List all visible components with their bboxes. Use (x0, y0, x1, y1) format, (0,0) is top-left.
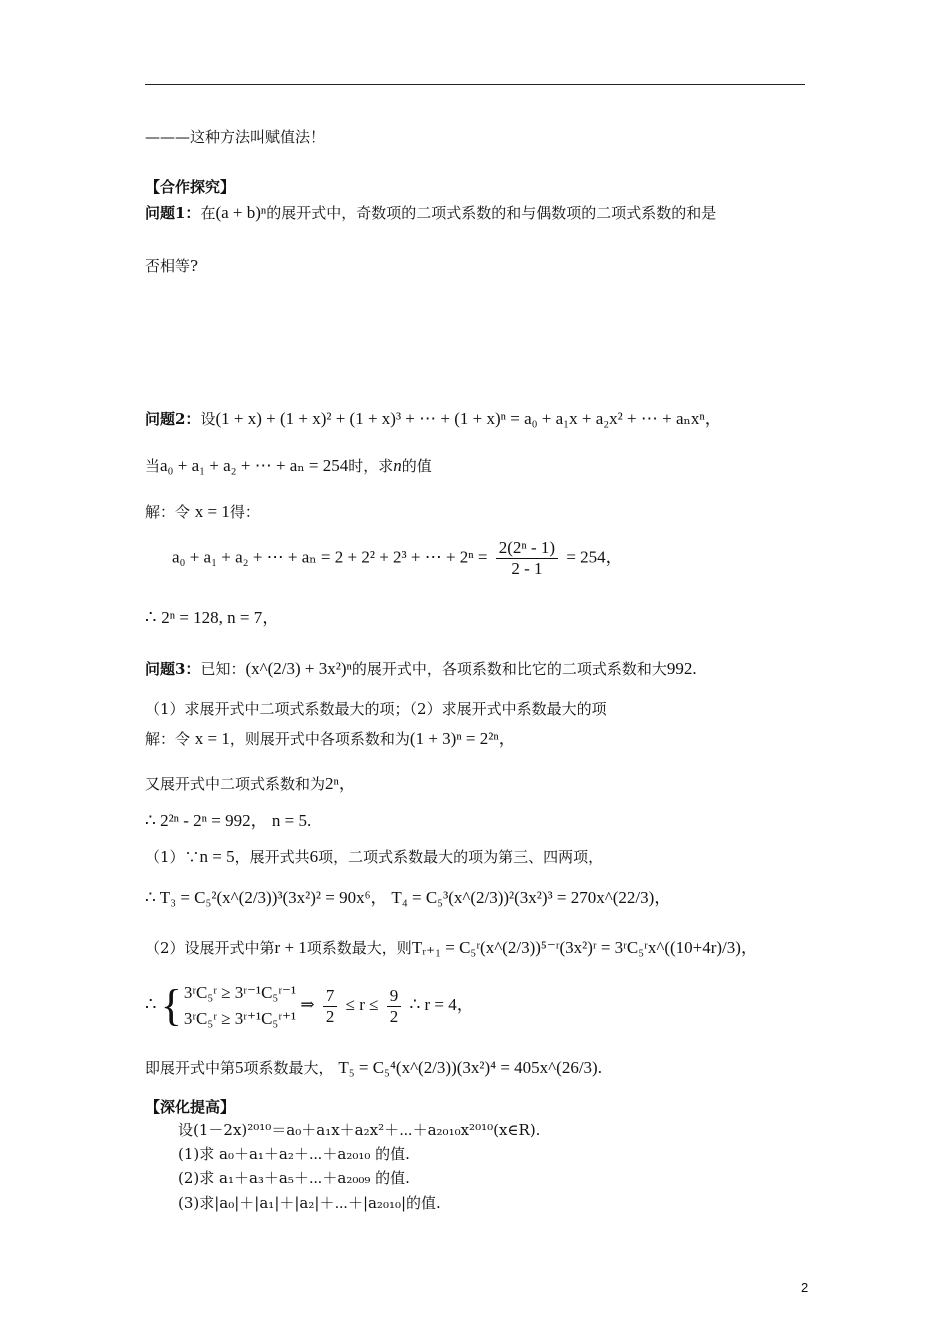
q2-math: (1 + x) + (1 + x)² + (1 + x)³ + ⋯ + (1 + x)ⁿ = a₀ + a₁x + a₂x² + ⋯ + aₙxⁿ， (215, 409, 722, 428)
q2-fraction: $\frac{\text{2(2ⁿ - 1)}}{2 - 1}$ (496, 538, 558, 579)
q3-label: 问题3： (145, 660, 201, 678)
q3-line1: 问题3：已知：(x^(2/3) + 3x²)ⁿ的展开式中，各项系数和比它的二项式系数和大992. (145, 659, 697, 678)
q3-part1: （1）∵n = 5，展开式共6项，二项式系数最大的项为第三、四两项， (145, 847, 604, 866)
q1-line2: 否相等? (145, 257, 199, 275)
header-rule (145, 84, 805, 85)
q3-t3-t4: ∴ T₃ = C₅²(x^(2/3))³(3x²)² = 90x⁶， T₄ = C₅³(x^(2/3))²(3x²)³ = 270x^(22/3)， (145, 888, 672, 907)
q1-line1: 问题1：在(a + b)ⁿ的展开式中，奇数项的二项式系数的和与偶数项的二项式系数的和是 (145, 203, 717, 222)
section-deep-heading: 【深化提高】 (145, 1098, 236, 1116)
q1-label: 问题1： (145, 204, 201, 222)
q2-result: ∴ 2ⁿ = 128, n = 7， (145, 607, 280, 628)
q2-label: 问题2： (145, 410, 201, 428)
q3-binom-sum: 又展开式中二项式系数和为2ⁿ， (145, 774, 356, 793)
intro-line: ———这种方法叫赋值法！ (145, 128, 326, 146)
q3-inequality-system: ∴ { 3ʳC₅ʳ ≥ 3ʳ⁻¹C₅ʳ⁻¹ 3ʳC₅ʳ ≥ 3ʳ⁺¹C₅ʳ⁺¹ ⇒ $\frac{7}{2}$ ≤ r ≤ $\frac{9}{2}$ ∴ r = 4， (145, 981, 474, 1030)
q2-equation: a₀ + a₁ + a₂ + ⋯ + aₙ = 2 + 2² + 2³ + ⋯ + 2ⁿ = $\frac{\text{2(2ⁿ - 1)}}{2 - 1}$ = 254， (172, 538, 623, 578)
deep-line3: (2)求 a₁＋a₃＋a₅＋⋯＋a₂₀₀₉ 的值. (178, 1169, 410, 1187)
q3-solution-start: 解：令 x = 1，则展开式中各项系数和为(1 + 3)ⁿ = 2²ⁿ， (145, 729, 516, 748)
deep-line2: (1)求 a₀＋a₁＋a₂＋⋯＋a₂₀₁₀ 的值. (178, 1145, 410, 1163)
q3-math: (x^(2/3) + 3x²)ⁿ (245, 659, 352, 678)
q3-final: 即展开式中第5项系数最大， T₅ = C₅⁴(x^(2/3))(3x²)⁴ = 405x^(26/3). (145, 1058, 602, 1077)
q2-line2: 当a₀ + a₁ + a₂ + ⋯ + aₙ = 254时，求n的值 (145, 456, 432, 475)
section-coop-heading: 【合作探究】 (145, 178, 236, 196)
deep-line4: (3)求|a₀|＋|a₁|＋|a₂|＋⋯＋|a₂₀₁₀|的值. (178, 1194, 441, 1212)
q3-subquestions: （1）求展开式中二项式系数最大的项；（2）求展开式中系数最大的项 (145, 700, 607, 718)
q2-line1: 问题2：设(1 + x) + (1 + x)² + (1 + x)³ + ⋯ + (1 + x)ⁿ = a₀ + a₁x + a₂x² + ⋯ + aₙxⁿ， (145, 409, 722, 428)
q3-eq1: ∴ 2²ⁿ - 2ⁿ = 992， n = 5. (145, 811, 312, 830)
q2-solution-start: 解：令 x = 1得： (145, 502, 260, 521)
left-brace: { (160, 981, 182, 1030)
page-number: 2 (801, 1280, 809, 1295)
q3-part2: （2）设展开式中第r + 1项系数最大，则Tᵣ₊₁ = C₅ʳ(x^(2/3))⁵⁻ʳ(3x²)ʳ = 3ʳC₅ʳx^((10+4r)/3)， (145, 938, 758, 957)
q1-math: (a + b)ⁿ (215, 203, 267, 222)
deep-line1: 设(1－2x)²⁰¹⁰＝a₀＋a₁x＋a₂x²＋⋯＋a₂₀₁₀x²⁰¹⁰(x∈R). (178, 1121, 541, 1139)
